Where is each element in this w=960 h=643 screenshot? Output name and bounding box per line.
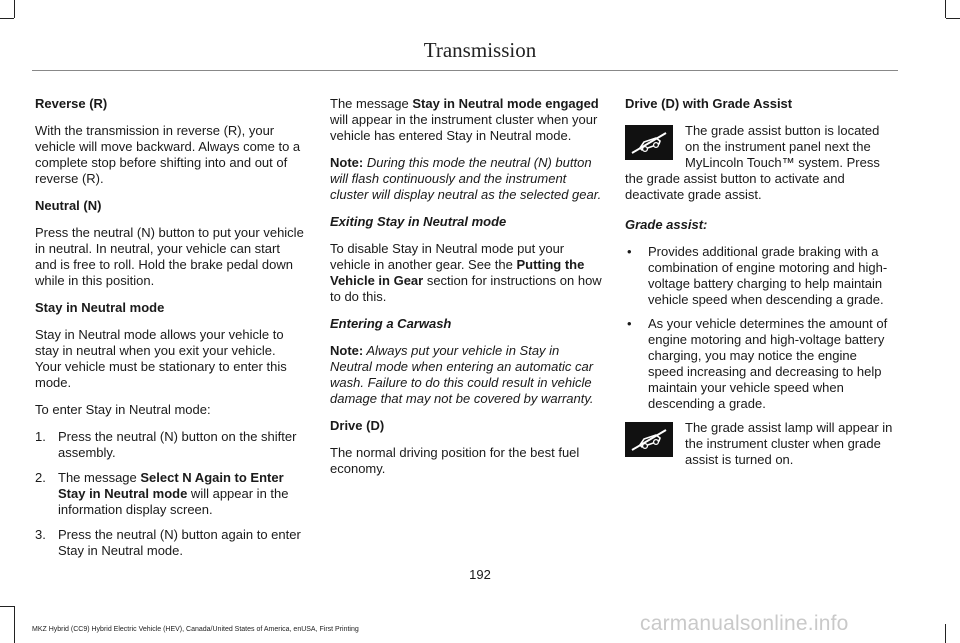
step-text: Press the neutral (N) button on the shifter assembly. bbox=[58, 429, 297, 460]
note-text: During this mode the neutral (N) button will flash continuously and the instrument cluster will display neutral as the selected gear. bbox=[330, 155, 602, 202]
step-number: 2. bbox=[35, 470, 46, 485]
bullet-glyph: • bbox=[627, 244, 632, 259]
list-item bbox=[625, 316, 895, 412]
grade-assist-lamp-icon bbox=[625, 422, 673, 457]
msg-bold: Stay in Neutral mode engaged bbox=[412, 96, 599, 111]
stay-neutral-text: Stay in Neutral mode allows your vehicle to stay in neutral when you exit your vehicle. Your vehicle must be stationary to enter this mode. bbox=[35, 327, 287, 390]
neutral-text: Press the neutral (N) button to put your vehicle in neutral. In neutral, your vehicle can start and is free to roll. Hold the brake pedal down while in this position. bbox=[35, 225, 304, 288]
carwash-heading: Entering a Carwash bbox=[330, 316, 452, 331]
crop-mark-top-right-v bbox=[945, 0, 946, 18]
note-carwash bbox=[330, 343, 602, 407]
list-item bbox=[35, 470, 305, 518]
drive-heading: Drive (D) bbox=[330, 418, 385, 433]
grade-lamp-paragraph bbox=[625, 420, 895, 468]
grade-button-paragraph bbox=[625, 123, 895, 203]
middle-column bbox=[330, 96, 602, 488]
list-item bbox=[35, 527, 305, 559]
enter-steps-list bbox=[35, 429, 305, 559]
note-label: Note: bbox=[330, 343, 364, 358]
grade-button-text: The grade assist button is located on the instrument panel next the MyLincoln Touch™ system. Press the grade assist button to activate and deactivate grade assist. bbox=[625, 123, 880, 202]
note-flash bbox=[330, 155, 602, 203]
exiting-text bbox=[330, 241, 602, 305]
crop-mark-top-right-h bbox=[946, 18, 960, 19]
crop-mark-bottom-right-v bbox=[945, 624, 946, 643]
step-text-pre: The message bbox=[58, 470, 141, 485]
crop-mark-bottom-left-v bbox=[14, 606, 15, 643]
step-text: Press the neutral (N) button again to enter Stay in Neutral mode. bbox=[58, 527, 301, 558]
page-number: 192 bbox=[469, 567, 491, 582]
step-message-bold: Select N Again to Enter Stay in Neutral mode bbox=[58, 470, 284, 501]
grade-bullets bbox=[625, 244, 895, 412]
step-text-post: will appear in the information display screen. bbox=[58, 486, 289, 517]
page-title: Transmission bbox=[423, 38, 537, 62]
crop-mark-top-left-h bbox=[0, 18, 14, 19]
grade-assist-icon bbox=[625, 125, 673, 160]
header-rule bbox=[32, 70, 898, 71]
grade-lamp-text: The grade assist lamp will appear in the instrument cluster when grade assist is turned on. bbox=[685, 420, 893, 467]
bullet-text: As your vehicle determines the amount of engine motoring and high-voltage battery charging, you may notice the engine speed increasing and decreasing to help maintain your vehicle speed when descending a grade. bbox=[648, 316, 888, 411]
exit-link-bold: Putting the Vehicle in Gear bbox=[330, 257, 585, 288]
list-item bbox=[625, 244, 895, 308]
crop-mark-top-left-v bbox=[14, 0, 15, 18]
left-column bbox=[35, 96, 305, 568]
crop-mark-bottom-left-h bbox=[0, 606, 14, 607]
enter-intro: To enter Stay in Neutral mode: bbox=[35, 402, 211, 417]
msg-post: will appear in the instrument cluster when your vehicle has entered Stay in Neutral mode. bbox=[330, 112, 598, 143]
step-number: 3. bbox=[35, 527, 46, 542]
stay-engaged-message bbox=[330, 96, 602, 144]
grade-assist-heading: Drive (D) with Grade Assist bbox=[625, 96, 793, 111]
neutral-heading: Neutral (N) bbox=[35, 198, 102, 213]
exiting-heading: Exiting Stay in Neutral mode bbox=[330, 214, 507, 229]
stay-neutral-heading: Stay in Neutral mode bbox=[35, 300, 165, 315]
step-number: 1. bbox=[35, 429, 46, 444]
reverse-heading: Reverse (R) bbox=[35, 96, 108, 111]
grade-assist-label: Grade assist: bbox=[625, 217, 708, 232]
exit-pre: To disable Stay in Neutral mode put your vehicle in another gear. See the bbox=[330, 241, 565, 272]
msg-pre: The message bbox=[330, 96, 413, 111]
right-column bbox=[625, 96, 895, 479]
footer-text: MKZ Hybrid (CC9) Hybrid Electric Vehicle (HEV), Canada/United States of America, enUSA, First Printing bbox=[32, 626, 359, 633]
exit-post: section for instructions on how to do this. bbox=[330, 273, 602, 304]
list-item bbox=[35, 429, 305, 461]
drive-text: The normal driving position for the best fuel economy. bbox=[330, 445, 580, 476]
bullet-glyph: • bbox=[627, 316, 632, 331]
reverse-text: With the transmission in reverse (R), your vehicle will move backward. Always come to a complete stop before shifting into and out of reverse (R). bbox=[35, 123, 301, 186]
note-label: Note: bbox=[330, 155, 364, 170]
note-text: Always put your vehicle in Stay in Neutral mode when entering an automatic car wash. Failure to do this could result in vehicle damage that may not be covered by warranty. bbox=[330, 343, 594, 406]
watermark: carmanualsonline.info bbox=[640, 612, 849, 635]
bullet-text: Provides additional grade braking with a combination of engine motoring and high-voltage battery charging to help maintain vehicle speed when descending a grade. bbox=[648, 244, 888, 307]
